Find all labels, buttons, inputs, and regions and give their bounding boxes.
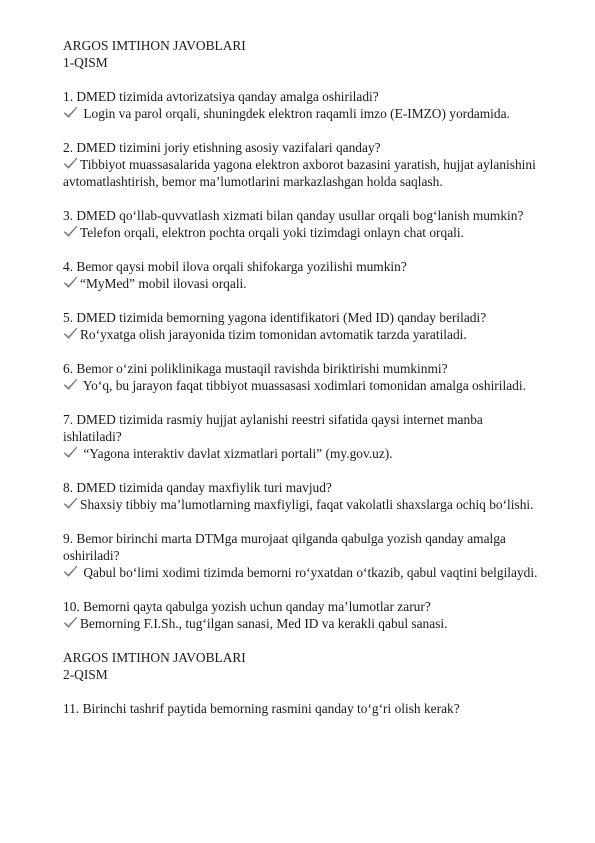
check-mark-icon [63, 378, 78, 391]
section-label-part2: 2-QISM [63, 667, 108, 682]
section-label: 1-QISM [63, 55, 108, 70]
answer [63, 564, 543, 581]
check-mark-icon [63, 497, 78, 510]
qa-item-10 [63, 598, 543, 632]
check-mark-icon [63, 276, 78, 289]
answer-text: Telefon orqali, elektron pochta orqali yoki tizimdagi onlayn chat orqali. [80, 225, 464, 240]
answer-text: Ro‘yxatga olish jarayonida tizim tomonidan avtomatik tarzda yaratiladi. [80, 327, 467, 342]
question: 5. DMED tizimida bemorning yagona identifikatori (Med ID) qanday beriladi? [63, 310, 487, 325]
answer [63, 377, 543, 394]
qa-item-4 [63, 258, 543, 292]
answer-text: Tibbiyot muassasalarida yagona elektron axborot bazasini yaratish, hujjat aylanishini avtomatlashtirish, bemor ma’lumotlarini markazlashgan holda saqlash. [63, 157, 536, 189]
question: 4. Bemor qaysi mobil ilova orqali shifokarga yozilishi mumkin? [63, 259, 407, 274]
check-mark-icon [63, 565, 78, 578]
qa-item-9 [63, 530, 543, 581]
qa-item-3 [63, 207, 543, 241]
part2-header [63, 649, 543, 683]
check-mark-icon [63, 327, 78, 340]
answer [63, 326, 543, 343]
document-title: ARGOS IMTIHON JAVOBLARI [63, 38, 246, 53]
qa-item-6 [63, 360, 543, 394]
answer [63, 224, 543, 241]
check-mark-icon [63, 106, 78, 119]
answer-text: Login va parol orqali, shuningdek elektron raqamli imzo (E-IMZO) yordamida. [80, 106, 510, 121]
qa-item-11 [63, 700, 543, 717]
document-title-part2: ARGOS IMTIHON JAVOBLARI [63, 650, 246, 665]
question: 6. Bemor o‘zini poliklinikaga mustaqil ravishda biriktirishi mumkinmi? [63, 361, 448, 376]
qa-item-2 [63, 139, 543, 190]
answer-text: Shaxsiy tibbiy ma’lumotlarning maxfiyligi, faqat vakolatli shaxslarga ochiq bo‘lishi. [80, 497, 534, 512]
question: 2. DMED tizimini joriy etishning asosiy vazifalari qanday? [63, 140, 381, 155]
document-page [63, 37, 543, 734]
answer [63, 105, 543, 122]
question: 8. DMED tizimida qanday maxfiylik turi mavjud? [63, 480, 332, 495]
answer [63, 156, 543, 190]
question: 9. Bemor birinchi marta DTMga murojaat qilganda qabulga yozish qanday amalga oshiriladi? [63, 531, 506, 563]
check-mark-icon [63, 616, 78, 629]
answer-text: Qabul bo‘limi xodimi tizimda bemorni ro‘yxatdan o‘tkazib, qabul vaqtini belgilaydi. [80, 565, 538, 580]
qa-item-5 [63, 309, 543, 343]
question: 10. Bemorni qayta qabulga yozish uchun qanday ma’lumotlar zarur? [63, 599, 431, 614]
answer-text: “Yagona interaktiv davlat xizmatlari portali” (my.gov.uz). [80, 446, 393, 461]
qa-item-8 [63, 479, 543, 513]
answer-text: “MyMed” mobil ilovasi orqali. [80, 276, 247, 291]
check-mark-icon [63, 157, 78, 170]
answer [63, 275, 543, 292]
part1-header [63, 37, 543, 71]
answer [63, 615, 543, 632]
check-mark-icon [63, 225, 78, 238]
answer-text: Yo‘q, bu jarayon faqat tibbiyot muassasasi xodimlari tomonidan amalga oshiriladi. [80, 378, 526, 393]
question: 3. DMED qo‘llab-quvvatlash xizmati bilan qanday usullar orqali bog‘lanish mumkin? [63, 208, 524, 223]
question: 7. DMED tizimida rasmiy hujjat aylanishi reestri sifatida qaysi internet manba ishlatiladi? [63, 412, 483, 444]
qa-item-1 [63, 88, 543, 122]
answer [63, 496, 543, 513]
answer-text: Bemorning F.I.Sh., tug‘ilgan sanasi, Med ID va kerakli qabul sanasi. [80, 616, 448, 631]
question: 11. Birinchi tashrif paytida bemorning rasmini qanday to‘g‘ri olish kerak? [63, 701, 460, 716]
answer [63, 445, 543, 462]
check-mark-icon [63, 446, 78, 459]
question: 1. DMED tizimida avtorizatsiya qanday amalga oshiriladi? [63, 89, 379, 104]
qa-item-7 [63, 411, 543, 462]
